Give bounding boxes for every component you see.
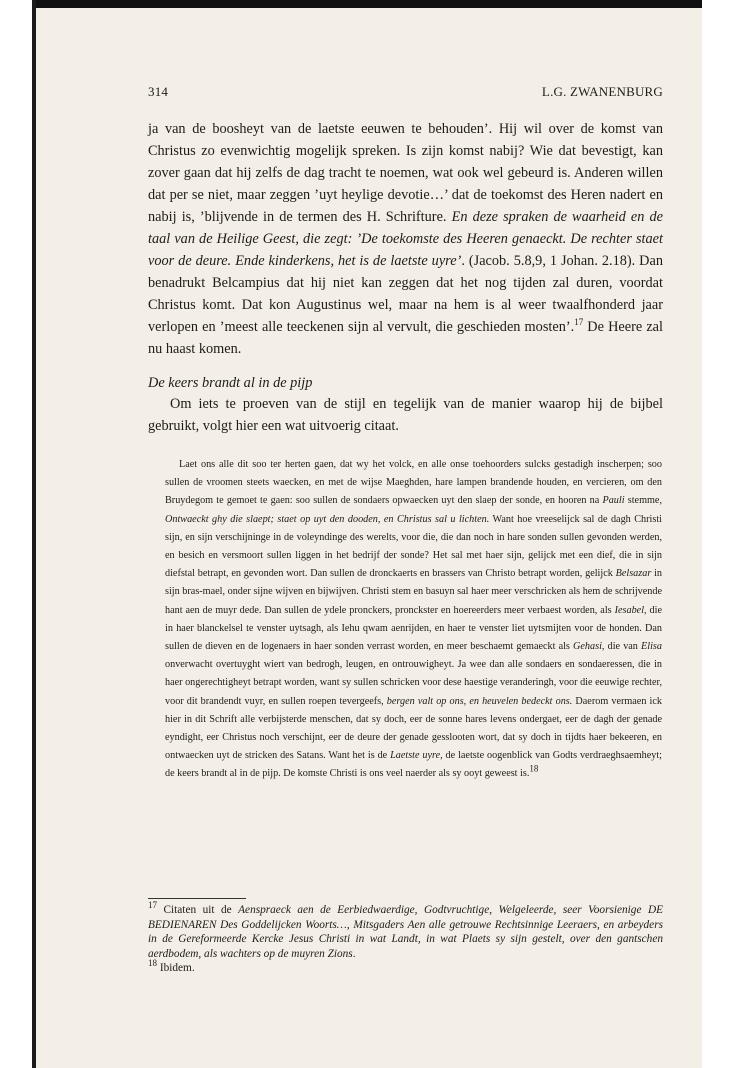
footnote-17-text-b: .: [352, 947, 356, 960]
footnote-ref-18: 18: [529, 764, 539, 775]
page-number: 314: [148, 84, 169, 99]
footnote-ref-17: 17: [574, 317, 584, 328]
running-title: L.G. ZWANENBURG: [541, 84, 663, 99]
quote-part-9: de laetste oogenblick van Godts verdraeghsaemheyt; de keers brandt al in de pijp. De komste Christi is ons veel naerder als sy ooyt geweest is.: [165, 750, 662, 780]
quote-italic-elisa: Elisa: [641, 641, 662, 653]
section-heading: De keers brandt al in de pijp: [148, 375, 313, 391]
footnote-18-number: 18: [148, 958, 157, 969]
footnote-17-italic-title: Aenspraeck aen de Eerbiedwaerdige, Godtvruchtige, Welgeleerde, seer Voorsienige DE BEDIENAREN Des Goddelijcken Woorts…, Mitsgaders Aen alle getrouwe Rechtsinnige Leeraers, en arbeyders in de Gereformeerde Kercke Jesus Christi in wat Landt, in wat Plaets sy sijn gestelt, over den gantschen aerdbodem, als wachters op de muyren Zions: [148, 904, 664, 960]
footnote-18-text: Ibidem.: [157, 962, 195, 975]
footnote-18: [148, 958, 663, 976]
quote-italic-gehasi: Gehasi,: [573, 641, 605, 653]
section-intro-paragraph: Om iets te proeven van de stijl en tegelijk van de manier waarop hij de bijbel gebruikt, volgt hier een wat uitvoerig citaat.: [148, 396, 663, 434]
paragraph-1-italic-quote: En deze spraken de waarheid en de taal van de Heilige Geest, die zegt: ’De toekomste des Heeren genaeckt. De rechter staet voor de deure. Ende kinderkens, het is de laetste uyre’: [148, 209, 663, 269]
paragraph-1-text-c: De Heere zal nu haast komen.: [148, 319, 663, 357]
footnote-17-number: 17: [148, 900, 157, 911]
paragraph-1-text-b: . (Jacob. 5.8,9, 1 Johan. 2.18). Dan benadrukt Belcampius dat hij niet kan zeggen dat het nog tijden zal duren, voordat Christus komt. Dat kon Augustinus wel, maar na hem is al weer twaalfhonderd jaar verlopen en ’meest alle teeckenen sijn al vervult, die geschieden mosten’.: [148, 253, 664, 335]
main-text: [148, 118, 663, 360]
running-header: [148, 84, 663, 100]
footnote-divider: [148, 898, 246, 899]
quote-italic-bergen: bergen valt op ons, en heuvelen bedeckt ons.: [386, 695, 573, 707]
quote-part-3: Want hoe vreeselijck sal de dagh Christi sijn, en sijn verschijninge in de voleyndinge des werelts, voor die, die dan noch in hare sonden sullen gevonden werden, en besich en versmoort sullen liggen in het bedrijf der sonde? Het sal met haer sijn, gelijck met een dief, die in sijn diefstal betrapt, en gevonden wort. Dan sullen de dronckaerts en brassers van Christo betrapt worden, gelijck: [165, 513, 662, 580]
footnote-17: [148, 900, 664, 961]
quote-italic-laetste: Laetste uyre,: [390, 750, 443, 762]
quote-part-1: Laet ons alle dit soo ter herten gaen, dat wy het volck, en alle onse toehoorders sulcks gestadigh inscherpen; soo sullen de vroomen steets waecken, en met de wijse Maeghden, hare lampen brandende houden, en vercieren, om den Bruydegom te gemoet te gaen: soo sullen de sondaers opwaecken uyt den slaep der sonde, en hooren na: [165, 459, 662, 507]
quote-part-7: onverwacht overtuyght wiert van bedrogh, leugen, en ontrouwigheyt. Ja wee dan alle sondaers en sondaeressen, die in haer ongerechtigheyt betrapt worden, want sy sullen schricken voor dese haestige veranderingh, voor die eeuwige rechter, voor dit brandendt vuyr, en sullen roepen tevergeefs,: [165, 659, 662, 707]
quote-part-5: die in haer blanckelsel te venster uytsagh, als Iehu qwam aenrijden, en haer te venster liet uytsmijten voor de honden. Dan sullen de dieven en de logenaers in haer sonden verrast worden, en meer beschaemt gemaeckt als: [165, 604, 662, 653]
block-quote: [165, 456, 662, 784]
quote-italic-belsazar: Belsazar: [615, 568, 652, 580]
quote-part-2: stemme,: [624, 495, 662, 507]
quote-part-4: in sijn bras-mael, onder sijne wijven en bijwijven. Christi stem en basuyn sal haer meer verschricken als hem de schrijvende hant aen de muyr dede. Dan sullen de ydele pronckers, pronckster en hoereerders meer verbaest worden, als: [165, 568, 662, 616]
paragraph-1-text-a: ja van de boosheyt van de laetste eeuwen te behouden’. Hij wil over de komst van Christus zo evenwichtig mogelijk spreken. Is zijn komst nabij? Wie dat bevestigt, kan zover gaan dat hij zelfs de dag tracht te noemen, wat ook wel gebeurd is. Anderen willen dat per se niet, maar zeggen ’uyt heylige devotie…’ dat de toekomst des Heren nadert en nabij is, ’blijvende in de termen des H. Schrifture.: [148, 121, 663, 225]
footnotes: [148, 900, 664, 976]
footnote-17-text-a: Citaten uit de: [157, 904, 239, 916]
paragraph-1: [148, 118, 663, 360]
quote-italic-ontwaeckt: Ontwaeckt ghy die slaept; staet op uyt den dooden, en Christus sal u lichten.: [165, 513, 490, 525]
quote-part-6: die van: [604, 641, 642, 653]
quote-part-8: Daerom vermaen ick hier in dit Schrift alle verbijsterde menschen, dat sy doch, eer de sonne hares levens ondergaet, eer de dagh der genade eyndight, eer Christus noch verschijnt, eer de deure der genade gesslooten wort, dat sy doch in tijdts haer bekeeren, en ontwaecken uyt de stricken des Satans. Want het is de: [165, 695, 662, 762]
quote-italic-pauli: Pauli: [602, 495, 625, 507]
quote-italic-iesabel: Iesabel,: [614, 604, 647, 616]
